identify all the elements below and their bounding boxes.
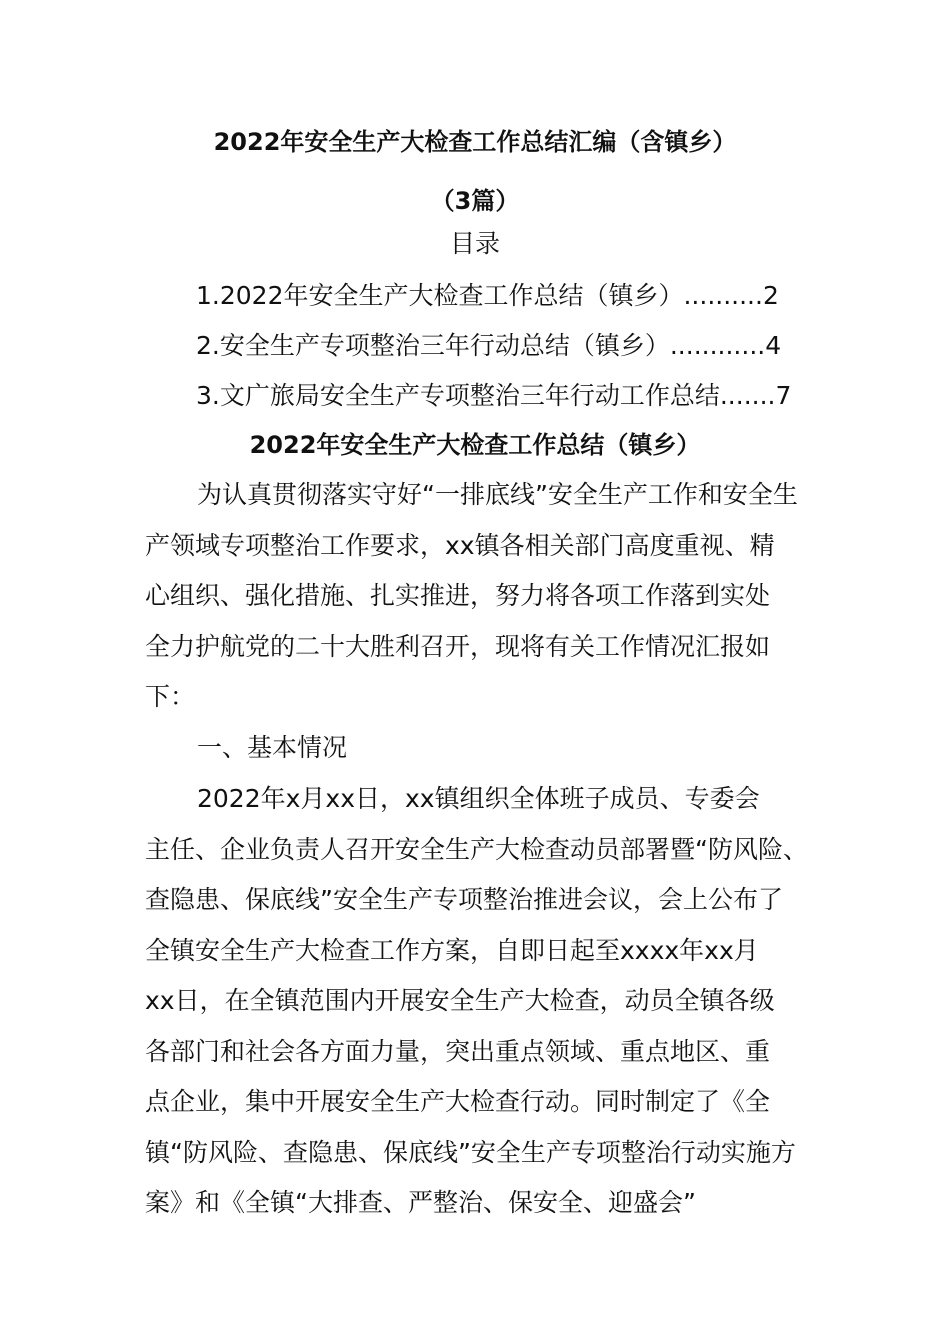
paragraph-line: 全力护航党的二十大胜利召开，现将有关工作情况汇报如 — [145, 631, 771, 661]
paragraph-line: 下： — [145, 682, 196, 711]
paragraph-basic-situation — [145, 774, 815, 1229]
toc-entry[interactable]: 1.2022年安全生产大检查工作总结（镇乡）..........2 — [196, 281, 779, 310]
heading-basic-situation-wrap — [145, 723, 815, 774]
paragraph-line: xx日，在全镇范围内开展安全生产大检查，动员全镇各级 — [145, 986, 775, 1015]
paragraph-line: 2022年x月xx日，xx镇组织全体班子成员、专委会 — [197, 784, 760, 813]
paragraph-line: 为认真贯彻落实守好“一排底线”安全生产工作和安全生 — [197, 480, 798, 509]
toc-heading: 目录 — [449, 229, 500, 258]
paragraph-line: 心组织、强化措施、扎实推进，努力将各项工作落到实处 — [145, 581, 771, 610]
paragraph-line: 案》和《全镇“大排查、严整治、保安全、迎盛会” — [145, 1188, 696, 1217]
document-title-subtitle: （3篇） — [430, 187, 520, 215]
paragraph-line: 查隐患、保底线”安全生产专项整治推进会议，会上公布了 — [145, 885, 783, 914]
paragraph-intro — [145, 470, 815, 723]
paragraph-line: 全镇安全生产大检查工作方案，自即日起至xxxx年xx月 — [145, 935, 759, 965]
document-title: 2022年安全生产大检查工作总结汇编（含镇乡） — [213, 128, 737, 156]
heading-basic-situation: 一、基本情况 — [197, 733, 348, 762]
paragraph-line: 产领域专项整治工作要求，xx镇各相关部门高度重视、精 — [145, 530, 775, 560]
section-title: 2022年安全生产大检查工作总结（镇乡） — [249, 431, 701, 459]
toc-entry[interactable]: 3.文广旅局安全生产专项整治三年行动工作总结.......7 — [196, 381, 792, 410]
paragraph-line: 镇“防风险、查隐患、保底线”安全生产专项整治行动实施方 — [145, 1137, 796, 1167]
paragraph-line: 各部门和社会各方面力量，突出重点领域、重点地区、重 — [145, 1036, 771, 1066]
paragraph-line: 点企业，集中开展安全生产大检查行动。同时制定了《全 — [145, 1087, 771, 1116]
toc-entry[interactable]: 2.安全生产专项整治三年行动总结（镇乡）............4 — [196, 331, 782, 360]
paragraph-line: 主任、企业负责人召开安全生产大检查动员部署暨“防风险、 — [145, 834, 808, 864]
